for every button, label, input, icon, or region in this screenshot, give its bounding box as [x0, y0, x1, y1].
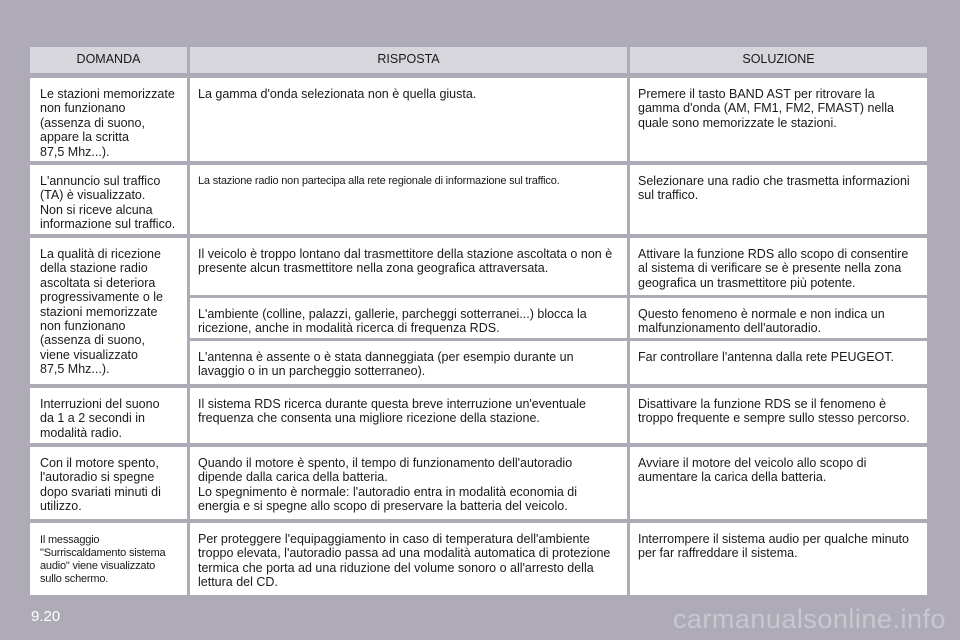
solution-cell: Selezionare una radio che trasmetta informazioni sul traffico. — [630, 165, 927, 234]
solution-cell: Premere il tasto BAND AST per ritrovare la gamma d'onda (AM, FM1, FM2, FMAST) nella quale sono memorizzate le stazioni. — [630, 78, 927, 161]
table-row — [30, 388, 930, 443]
question-cell: La qualità di ricezione della stazione radio ascoltata si deteriora progressivamente o le stazioni memorizzate non funzionano (assenza di suono, viene visualizzato 87,5 Mhz...). — [30, 238, 187, 384]
table-row — [30, 238, 930, 384]
troubleshooting-table — [30, 47, 930, 595]
table-row — [30, 447, 930, 519]
answer-cell: La gamma d'onda selezionata non è quella giusta. — [190, 78, 627, 161]
question-cell: Interruzioni del suono da 1 a 2 secondi in modalità radio. — [30, 388, 187, 443]
solution-cell: Far controllare l'antenna dalla rete PEUGEOT. — [630, 341, 927, 384]
solution-cell: Disattivare la funzione RDS se il fenomeno è troppo frequente e sempre sullo stesso percorso. — [630, 388, 927, 443]
answer-cell: Il veicolo è troppo lontano dal trasmettitore della stazione ascoltata o non è presente alcun trasmettitore nella zona geografica attraversata. — [190, 238, 627, 295]
header-domanda: DOMANDA — [30, 47, 187, 73]
answer-cell: Quando il motore è spento, il tempo di funzionamento dell'autoradio dipende dalla carica della batteria. Lo spegnimento è normale: l'autoradio entra in modalità economia di energia e si spegne allo scopo di preservare la batteria del veicolo. — [190, 447, 627, 519]
question-cell: L'annuncio sul traffico (TA) è visualizzato. Non si riceve alcuna informazione sul traffico. — [30, 165, 187, 234]
solution-cell: Attivare la funzione RDS allo scopo di consentire al sistema di verificare se è presente nella zona geografica un trasmettitore più potente. — [630, 238, 927, 295]
table-header — [30, 47, 930, 73]
header-risposta: RISPOSTA — [190, 47, 627, 73]
solution-cell: Questo fenomeno è normale e non indica un malfunzionamento dell'autoradio. — [630, 298, 927, 338]
question-cell: Il messaggio "Surriscaldamento sistema audio" viene visualizzato sullo schermo. — [30, 523, 187, 595]
solution-cell: Interrompere il sistema audio per qualche minuto per far raffreddare il sistema. — [630, 523, 927, 595]
header-soluzione: SOLUZIONE — [630, 47, 927, 73]
question-cell: Le stazioni memorizzate non funzionano (assenza di suono, appare la scritta 87,5 Mhz...). — [30, 78, 187, 161]
answer-cell: Per proteggere l'equipaggiamento in caso di temperatura dell'ambiente troppo elevata, l'autoradio passa ad una modalità automatica di protezione termica che porta ad una riduzione del volume sonoro o all'arresto della lettura del CD. — [190, 523, 627, 595]
answer-cell: L'ambiente (colline, palazzi, gallerie, parcheggi sotterranei...) blocca la ricezione, anche in modalità ricerca di frequenza RDS. — [190, 298, 627, 338]
answer-cell: L'antenna è assente o è stata danneggiata (per esempio durante un lavaggio o in un parcheggio sotterraneo). — [190, 341, 627, 384]
solution-cell: Avviare il motore del veicolo allo scopo di aumentare la carica della batteria. — [630, 447, 927, 519]
answer-cell: Il sistema RDS ricerca durante questa breve interruzione un'eventuale frequenza che consenta una migliore ricezione della stazione. — [190, 388, 627, 443]
question-cell: Con il motore spento, l'autoradio si spegne dopo svariati minuti di utilizzo. — [30, 447, 187, 519]
watermark: carmanualsonline.info — [672, 604, 946, 634]
answer-cell: La stazione radio non partecipa alla rete regionale di informazione sul traffico. — [190, 165, 627, 234]
table-row — [30, 523, 930, 595]
table-row — [30, 78, 930, 161]
table-row — [30, 165, 930, 234]
page-number: 9.20 — [31, 608, 61, 625]
